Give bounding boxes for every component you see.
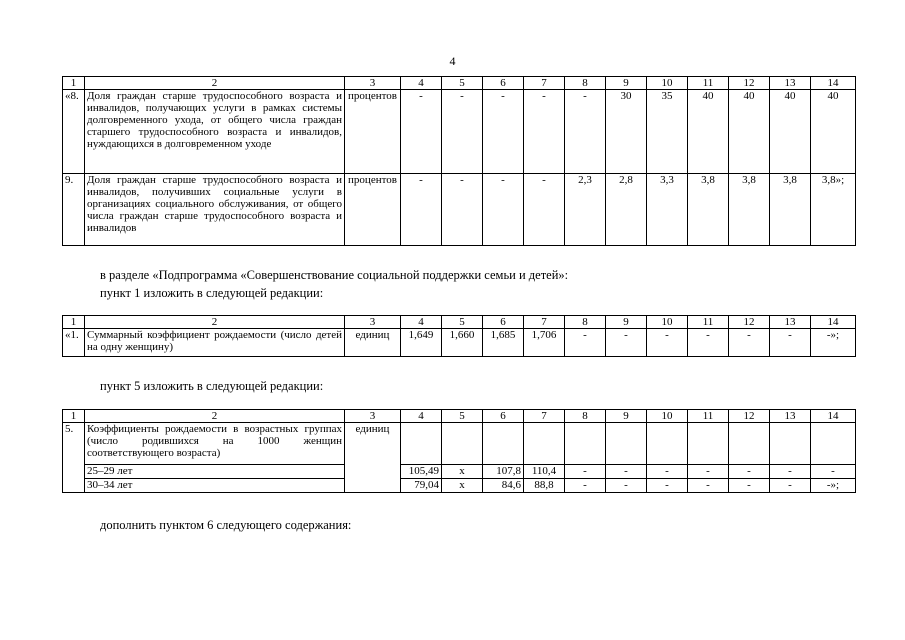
column-number: 7 (524, 410, 565, 423)
column-number: 14 (811, 316, 856, 329)
value-cell: 107,8 (483, 465, 524, 479)
value-cell: - (606, 479, 647, 493)
unit-cell: процентов (345, 90, 401, 174)
value-cell: 3,8 (688, 174, 729, 246)
row-number: «1. (63, 329, 85, 357)
column-number: 8 (565, 316, 606, 329)
value-cell: - (565, 90, 606, 174)
value-cell: - (524, 174, 565, 246)
value-cell: - (688, 465, 729, 479)
value-cell: - (647, 329, 688, 357)
value-cell: 1,649 (401, 329, 442, 357)
value-cell: - (729, 329, 770, 357)
indicator-description: Суммарный коэффициент рождаемости (число детей на одну женщину) (85, 329, 345, 357)
column-number: 9 (606, 316, 647, 329)
instruction-note: пункт 1 изложить в следующей редакции: (100, 286, 324, 300)
value-cell: - (688, 479, 729, 493)
value-cell: 1,660 (442, 329, 483, 357)
column-number: 1 (63, 410, 85, 423)
value-cell: 40 (688, 90, 729, 174)
column-number: 1 (63, 77, 85, 90)
column-number-row (63, 316, 856, 329)
value-cell: 79,04 (401, 479, 442, 493)
value-cell: 35 (647, 90, 688, 174)
table-row (63, 174, 856, 246)
column-number: 9 (606, 77, 647, 90)
unit-cell: единиц (345, 423, 401, 493)
instruction-note: пункт 5 изложить в следующей редакции: (100, 379, 324, 393)
column-number: 5 (442, 77, 483, 90)
value-cell: 88,8 (524, 479, 565, 493)
column-number: 1 (63, 316, 85, 329)
empty-cell (483, 423, 524, 465)
column-number: 14 (811, 77, 856, 90)
indicators-table-3 (62, 409, 856, 493)
column-number: 4 (401, 77, 442, 90)
value-cell: 1,706 (524, 329, 565, 357)
age-group-label: 30–34 лет (85, 479, 345, 493)
column-number: 10 (647, 410, 688, 423)
column-number: 3 (345, 410, 401, 423)
column-number: 4 (401, 410, 442, 423)
section-note: в разделе «Подпрограмма «Совершенствование социальной поддержки семьи и детей»: (100, 268, 569, 282)
column-number: 12 (729, 410, 770, 423)
empty-cell (770, 423, 811, 465)
value-cell: - (442, 174, 483, 246)
value-cell: 105,49 (401, 465, 442, 479)
column-number: 5 (442, 316, 483, 329)
value-cell: - (770, 465, 811, 479)
empty-cell (647, 423, 688, 465)
empty-cell (401, 423, 442, 465)
column-number: 6 (483, 410, 524, 423)
column-number: 10 (647, 316, 688, 329)
indicator-description: Доля граждан старше трудоспособного возраста и инвалидов, получающих услуги в рамках системы долговременного ухода, от общего числа граждан старшего трудоспособного возраста и инвалидов, нуждающихся в долговременном уходе (85, 90, 345, 174)
value-cell: 110,4 (524, 465, 565, 479)
column-number: 10 (647, 77, 688, 90)
value-cell: - (770, 329, 811, 357)
column-number: 13 (770, 77, 811, 90)
table-subrow (63, 479, 856, 493)
empty-cell (524, 423, 565, 465)
value-cell: 3,8»; (811, 174, 856, 246)
empty-cell (565, 423, 606, 465)
column-number: 3 (345, 77, 401, 90)
column-number: 13 (770, 410, 811, 423)
row-number: 9. (63, 174, 85, 246)
indicators-table-2 (62, 315, 856, 357)
value-cell: 3,8 (729, 174, 770, 246)
value-cell: 2,3 (565, 174, 606, 246)
value-cell: - (770, 479, 811, 493)
value-cell: - (483, 90, 524, 174)
value-cell: 3,8 (770, 174, 811, 246)
column-number: 3 (345, 316, 401, 329)
value-cell: 40 (729, 90, 770, 174)
row-number: 5. (63, 423, 85, 493)
column-number: 9 (606, 410, 647, 423)
table-subrow (63, 465, 856, 479)
row-number: «8. (63, 90, 85, 174)
table-row (63, 90, 856, 174)
empty-cell (811, 423, 856, 465)
empty-cell (606, 423, 647, 465)
empty-cell (442, 423, 483, 465)
empty-cell (729, 423, 770, 465)
indicators-table-1 (62, 76, 856, 246)
value-cell: 40 (811, 90, 856, 174)
column-number: 2 (85, 316, 345, 329)
column-number: 7 (524, 316, 565, 329)
unit-cell: процентов (345, 174, 401, 246)
value-cell: - (606, 329, 647, 357)
value-cell: - (401, 90, 442, 174)
value-cell: -»; (811, 479, 856, 493)
column-number: 14 (811, 410, 856, 423)
column-number: 8 (565, 410, 606, 423)
table-row (63, 423, 856, 465)
value-cell: - (647, 465, 688, 479)
column-number: 11 (688, 410, 729, 423)
value-cell: - (729, 479, 770, 493)
value-cell: - (401, 174, 442, 246)
age-group-label: 25–29 лет (85, 465, 345, 479)
table-row (63, 329, 856, 357)
column-number-row (63, 410, 856, 423)
value-cell: - (811, 465, 856, 479)
column-number: 5 (442, 410, 483, 423)
column-number: 11 (688, 77, 729, 90)
column-number: 11 (688, 316, 729, 329)
column-number: 6 (483, 77, 524, 90)
value-cell: - (565, 329, 606, 357)
value-cell: 1,685 (483, 329, 524, 357)
column-number: 12 (729, 316, 770, 329)
value-cell: x (442, 479, 483, 493)
value-cell: - (647, 479, 688, 493)
column-number-row (63, 77, 856, 90)
indicator-description: Коэффициенты рождаемости в возрастных группах (число родившихся на 1000 женщин соответствующего возраста) (85, 423, 345, 465)
value-cell: - (483, 174, 524, 246)
value-cell: - (729, 465, 770, 479)
value-cell: 84,6 (483, 479, 524, 493)
value-cell: x (442, 465, 483, 479)
value-cell: - (524, 90, 565, 174)
value-cell: 30 (606, 90, 647, 174)
value-cell: 3,3 (647, 174, 688, 246)
column-number: 2 (85, 410, 345, 423)
value-cell: -»; (811, 329, 856, 357)
indicator-description: Доля граждан старше трудоспособного возраста и инвалидов, получивших социальные услуги в организациях социального обслуживания, от общего числа граждан старше трудоспособного возраста и инвалидов (85, 174, 345, 246)
value-cell: - (565, 479, 606, 493)
value-cell: 40 (770, 90, 811, 174)
value-cell: - (565, 465, 606, 479)
column-number: 12 (729, 77, 770, 90)
value-cell: - (688, 329, 729, 357)
unit-cell: единиц (345, 329, 401, 357)
value-cell: 2,8 (606, 174, 647, 246)
instruction-note: дополнить пунктом 6 следующего содержания: (100, 518, 352, 532)
value-cell: - (442, 90, 483, 174)
column-number: 7 (524, 77, 565, 90)
column-number: 4 (401, 316, 442, 329)
column-number: 2 (85, 77, 345, 90)
column-number: 8 (565, 77, 606, 90)
column-number: 13 (770, 316, 811, 329)
value-cell: - (606, 465, 647, 479)
page-number: 4 (449, 54, 456, 68)
column-number: 6 (483, 316, 524, 329)
empty-cell (688, 423, 729, 465)
